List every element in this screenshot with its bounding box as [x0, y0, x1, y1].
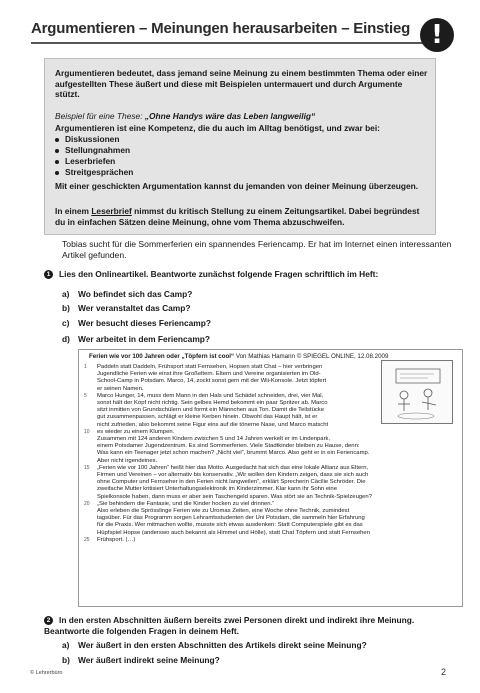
info-letter: In einem Leserbrief nimmst du kritisch Stellung zu einem Zeitungsartikel. Dabei begründest du in einfachen Sätzen deine Meinung, ohne vom Thema abzuschweifen.: [55, 206, 420, 227]
page-title: Argumentieren – Meinungen herausarbeiten – Einstieg: [31, 20, 411, 37]
article-line: ohne Computer und Fernseher in den Ferien nicht langweilen“, erklärt Sprecherin Cäcilie Schröder. Die: [97, 479, 366, 486]
bullet-item: Streitgesprächen: [55, 167, 133, 178]
article-line: Frühsport. (…): [97, 536, 136, 543]
example-prefix: Beispiel für eine These:: [55, 111, 145, 121]
line-number: 1: [84, 364, 87, 370]
article-body: [97, 364, 457, 544]
bullet-icon: [55, 149, 59, 153]
line-number: 15: [84, 465, 90, 471]
article-line: gut zusammenpassen, schlägt er kleine Kerben hinein. Obwohl das Haupt hält, ist er: [97, 414, 318, 421]
article-line: Hüpfspiel Hopse (anderswo auch bekannt als Himmel und Hölle), statt Chat Töpfern und statt Fernsehen: [97, 529, 370, 536]
question-2a: a) Wer äußert in den ersten Abschnitten des Artikels direkt seine Meinung?: [62, 640, 367, 650]
info-box: [44, 58, 436, 235]
article-line: nicht zufrieden, also bekommt seine Figur eins auf die tönerne Nase, und Marco matscht: [97, 421, 329, 428]
info-example: [55, 111, 429, 122]
article-line: „Sie behindern die Fantasie, und die Kinder hocken zu viel drinnen.“: [97, 500, 275, 507]
article-line: sonst hält der Kopf nicht richtig. Sein gelbes Hemd bekommt ein paar Spritzer ab. Marco: [97, 400, 328, 407]
article-line: es wieder zu einem Klumpen.: [97, 428, 175, 435]
task-number-badge: 1: [44, 270, 53, 279]
info-competence: Argumentieren ist eine Kompetenz, die du auch im Alltag benötigst, und zwar bei:: [55, 123, 380, 133]
page-number: 2: [441, 667, 447, 677]
article-line: Aber nicht irgendeines.: [97, 457, 158, 464]
bullet-icon: [55, 160, 59, 164]
bullet-icon: [55, 138, 59, 142]
question-2b: b) Wer äußert indirekt seine Meinung?: [62, 655, 220, 665]
leserbrief-term: Leserbrief: [91, 206, 132, 216]
info-definition: Argumentieren bedeutet, dass jemand seine Meinung zu einem bestimmten Thema oder einer aufgestellten These äußert und diese mit Beispielen untermauert und durch Argumente stützt.: [55, 68, 428, 100]
bullet-item: Stellungnahmen: [55, 145, 130, 156]
example-thesis: „Ohne Handys wäre das Leben langweilig“: [144, 111, 316, 121]
article-line: Marco Hunger, 14, muss dem Mann in den Hals und Schädel schneiden, drei, vier Mal,: [97, 392, 324, 399]
article-line: „Ferien wie vor 100 Jahren“ heißt hier das Motto. Ausgedacht hat sich das eine lokale Allianz aus Eltern,: [97, 464, 369, 471]
article-box: [78, 349, 463, 607]
article-line: Jugendliche Ferien wie einst ihre Großeltern. Eltern und Vereine organisierten im Old-: [97, 371, 321, 378]
article-line: Was kann ein Teenager jetzt schon machen? „Nicht viel“, brummt Marco. Also geht er in ein Feriencamp.: [97, 450, 370, 457]
article-line: tagsüber. Für das Programm sorgen Lehramtsstudenten der Uni Potsdam, die sammeln hier Erfahrung: [97, 515, 365, 522]
question-a: a) Wo befindet sich das Camp?: [62, 289, 193, 299]
article-line: einem Potsdamer Jugendzentrum. Es sind Sommerferien. Viele Stadtkinder bleiben zu Hause, denn:: [97, 443, 360, 450]
title-underline: [31, 42, 426, 44]
copyright-notice: © Lehrerbüro: [30, 670, 63, 676]
task-2-text: In den ersten Abschnitten äußern bereits zwei Personen direkt und indirekt ihre Meinung. Beantworte die folgenden Fragen in deinem Heft.: [44, 615, 415, 636]
page-header: [31, 20, 451, 54]
task-1-text: Lies den Onlineartikel. Beantworte zunächst folgende Fragen schriftlich im Heft:: [59, 269, 379, 279]
task-2: [44, 615, 444, 636]
bullet-item: Leserbriefen: [55, 156, 115, 167]
exclamation-icon: !: [420, 18, 454, 52]
article-line: sitzt inmitten von Grundschülern und formt ein Männchen aus Ton. Damit die Teilstücke: [97, 407, 325, 414]
article-line: für die Praxis. Wer mitmachen wollte, musste sich etwas ausdenken: Statt Computerspiele gibt es das: [97, 522, 363, 529]
bullet-icon: [55, 171, 59, 175]
intro-text: Tobias sucht für die Sommerferien ein spannendes Feriencamp. Er hat im Internet einen interessanten Artikel gefunden.: [62, 239, 452, 260]
line-number: 25: [84, 537, 90, 543]
article-line: Zusammen mit 124 anderen Kindern zwischen 5 und 14 Jahren werkelt er im Lindenpark,: [97, 436, 331, 443]
question-b: b) Wer veranstaltet das Camp?: [62, 303, 191, 313]
task-1: [44, 269, 454, 280]
question-c: c) Wer besucht dieses Feriencamp?: [62, 318, 211, 328]
article-line: School-Camp in Potsdam. Marco, 14, zockt sonst gern mit der Wii-Konsole. Jetzt töpfert: [97, 378, 327, 385]
bullet-item: Diskussionen: [55, 134, 119, 145]
task-number-badge: 2: [44, 616, 53, 625]
article-headline: Ferien wie vor 100 Jahren oder „Töpfern ist cool“: [89, 353, 235, 360]
line-number: 5: [84, 393, 87, 399]
article-line: Firmen und Vereinen – vor alternativ bis konservativ. „Wir wollen den Kindern zeigen, dass sie sich auch: [97, 472, 369, 479]
article-header: [89, 353, 388, 360]
article-line: zweifache Mutter kritisiert Unterhaltungselektronik im Kinderzimmer. Klar kann ihr Sohn eine: [97, 486, 337, 493]
article-byline: Von Mathias Hamann © SPIEGEL ONLINE, 12.08.2009: [234, 353, 389, 360]
info-persuasion: Mit einer geschickten Argumentation kannst du jemanden von deiner Meinung überzeugen.: [55, 181, 419, 191]
article-line: Also erleben die Sprösslinge Ferien wie zu Uromas Zeiten, eine Woche ohne Technik, zumindest: [97, 508, 350, 515]
article-line: er seinen Namen.: [97, 385, 144, 392]
line-number: 10: [84, 429, 90, 435]
article-line: Spielkonsole haben, dann muss er aber sein Taschengeld sparen. Was stört sie an Technik-Spielzeugen?: [97, 493, 372, 500]
article-line: Paddeln statt Daddeln, Frühsport statt Fernsehen, Hopsen statt Chat – hier verbringen: [97, 364, 323, 370]
question-d: d) Wer arbeitet in dem Feriencamp?: [62, 334, 211, 344]
line-number: 20: [84, 501, 90, 507]
